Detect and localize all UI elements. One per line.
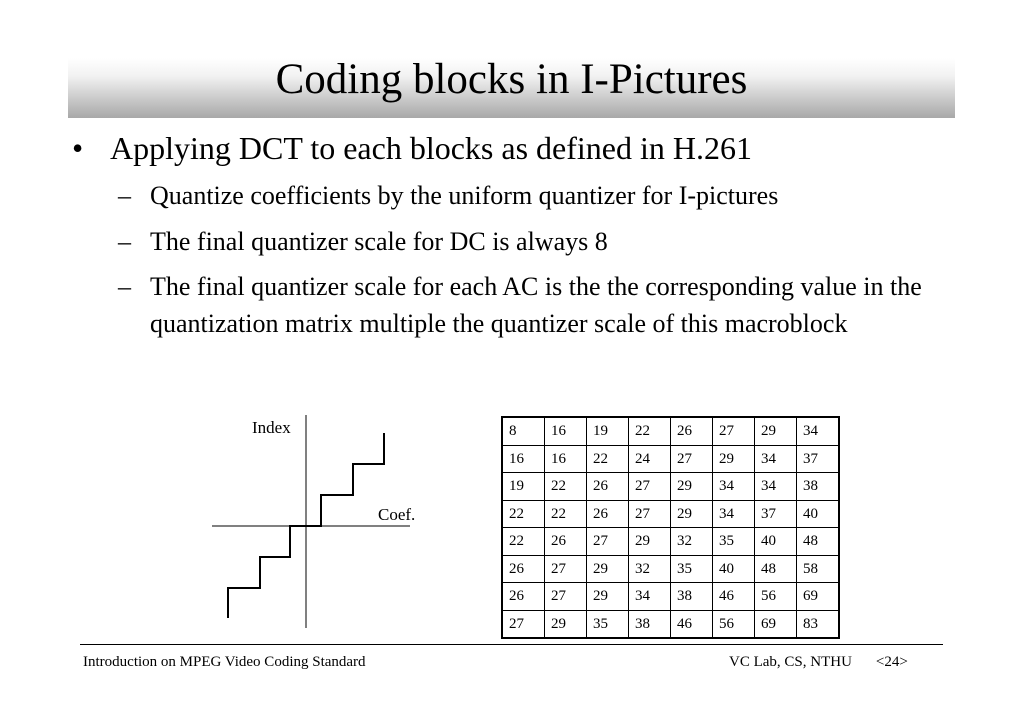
x-axis-label: Coef.: [378, 505, 416, 524]
footer-info: [729, 653, 908, 671]
matrix-cell: 40: [755, 528, 797, 556]
uniform-quantizer-graph: [200, 410, 440, 635]
matrix-cell: 19: [587, 417, 629, 445]
main-bullet-text: Applying DCT to each blocks as defined in H.261: [110, 130, 752, 166]
matrix-cell: 27: [545, 555, 587, 583]
matrix-cell: 34: [713, 473, 755, 501]
page-number: <24>: [875, 654, 908, 670]
matrix-cell: 35: [587, 610, 629, 638]
matrix-cell: 69: [797, 583, 840, 611]
sub-bullet-dash: –: [118, 181, 131, 210]
matrix-cell: 27: [502, 610, 545, 638]
matrix-cell: 35: [671, 555, 713, 583]
matrix-cell: 22: [502, 528, 545, 556]
matrix-cell: 29: [587, 583, 629, 611]
matrix-cell: 32: [671, 528, 713, 556]
matrix-cell: 46: [671, 610, 713, 638]
matrix-cell: 34: [713, 500, 755, 528]
matrix-cell: 38: [629, 610, 671, 638]
matrix-cell: 16: [502, 445, 545, 473]
matrix-cell: 26: [671, 417, 713, 445]
matrix-cell: 29: [587, 555, 629, 583]
main-bullet: [72, 128, 752, 168]
matrix-cell: 16: [545, 445, 587, 473]
sub-bullet-2: [118, 223, 950, 260]
matrix-cell: 27: [545, 583, 587, 611]
matrix-cell: 34: [797, 417, 840, 445]
matrix-row: [502, 583, 839, 611]
matrix-cell: 27: [629, 500, 671, 528]
matrix-row: [502, 473, 839, 501]
sub-bullet-dash: –: [118, 272, 131, 301]
sub-bullet-text: The final quantizer scale for DC is always 8: [150, 227, 608, 256]
matrix-cell: 46: [713, 583, 755, 611]
matrix-cell: 32: [629, 555, 671, 583]
matrix-row: [502, 528, 839, 556]
matrix-cell: 27: [629, 473, 671, 501]
matrix-cell: 29: [629, 528, 671, 556]
matrix-cell: 22: [502, 500, 545, 528]
matrix-cell: 29: [671, 500, 713, 528]
matrix-row: [502, 417, 839, 445]
matrix-cell: 26: [587, 473, 629, 501]
matrix-cell: 37: [797, 445, 840, 473]
matrix-cell: 40: [797, 500, 840, 528]
matrix-cell: 26: [587, 500, 629, 528]
matrix-cell: 27: [713, 417, 755, 445]
matrix-cell: 22: [587, 445, 629, 473]
matrix-cell: 56: [713, 610, 755, 638]
matrix-cell: 22: [545, 473, 587, 501]
matrix-cell: 16: [545, 417, 587, 445]
matrix-row: [502, 500, 839, 528]
sub-bullet-dash: –: [118, 227, 131, 256]
matrix-cell: 34: [755, 445, 797, 473]
matrix-cell: 34: [629, 583, 671, 611]
sub-bullet-3: [118, 268, 950, 342]
matrix-cell: 26: [502, 583, 545, 611]
footer-divider: [80, 644, 943, 645]
sub-bullet-text: The final quantizer scale for each AC is the the corresponding value in the quantization matrix multiple the quantizer scale of this macroblock: [150, 272, 922, 338]
quantization-matrix: [501, 416, 840, 639]
matrix-cell: 27: [587, 528, 629, 556]
matrix-cell: 24: [629, 445, 671, 473]
matrix-cell: 38: [671, 583, 713, 611]
footer-lab: VC Lab, CS, NTHU: [729, 654, 852, 670]
matrix-cell: 27: [671, 445, 713, 473]
matrix-cell: 69: [755, 610, 797, 638]
bullet-dot: •: [72, 130, 84, 166]
sub-bullet-text: Quantize coefficients by the uniform quantizer for I-pictures: [150, 181, 779, 210]
matrix-cell: 58: [797, 555, 840, 583]
matrix-cell: 56: [755, 583, 797, 611]
y-axis-label: Index: [252, 418, 291, 437]
matrix-cell: 22: [629, 417, 671, 445]
matrix-cell: 26: [502, 555, 545, 583]
matrix-cell: 35: [713, 528, 755, 556]
matrix-cell: 40: [713, 555, 755, 583]
matrix-cell: 26: [545, 528, 587, 556]
matrix-row: [502, 445, 839, 473]
footer-course-title: Introduction on MPEG Video Coding Standard: [83, 654, 366, 670]
matrix-cell: 8: [502, 417, 545, 445]
matrix-cell: 34: [755, 473, 797, 501]
matrix-cell: 48: [797, 528, 840, 556]
matrix-cell: 29: [671, 473, 713, 501]
matrix-cell: 19: [502, 473, 545, 501]
slide-title: Coding blocks in I-Pictures: [275, 56, 748, 103]
matrix-cell: 29: [713, 445, 755, 473]
matrix-cell: 48: [755, 555, 797, 583]
sub-bullet-1: [118, 177, 950, 214]
matrix-cell: 37: [755, 500, 797, 528]
matrix-cell: 29: [755, 417, 797, 445]
matrix-cell: 38: [797, 473, 840, 501]
matrix-cell: 83: [797, 610, 840, 638]
matrix-row: [502, 555, 839, 583]
matrix-cell: 29: [545, 610, 587, 638]
matrix-row: [502, 610, 839, 638]
matrix-cell: 22: [545, 500, 587, 528]
